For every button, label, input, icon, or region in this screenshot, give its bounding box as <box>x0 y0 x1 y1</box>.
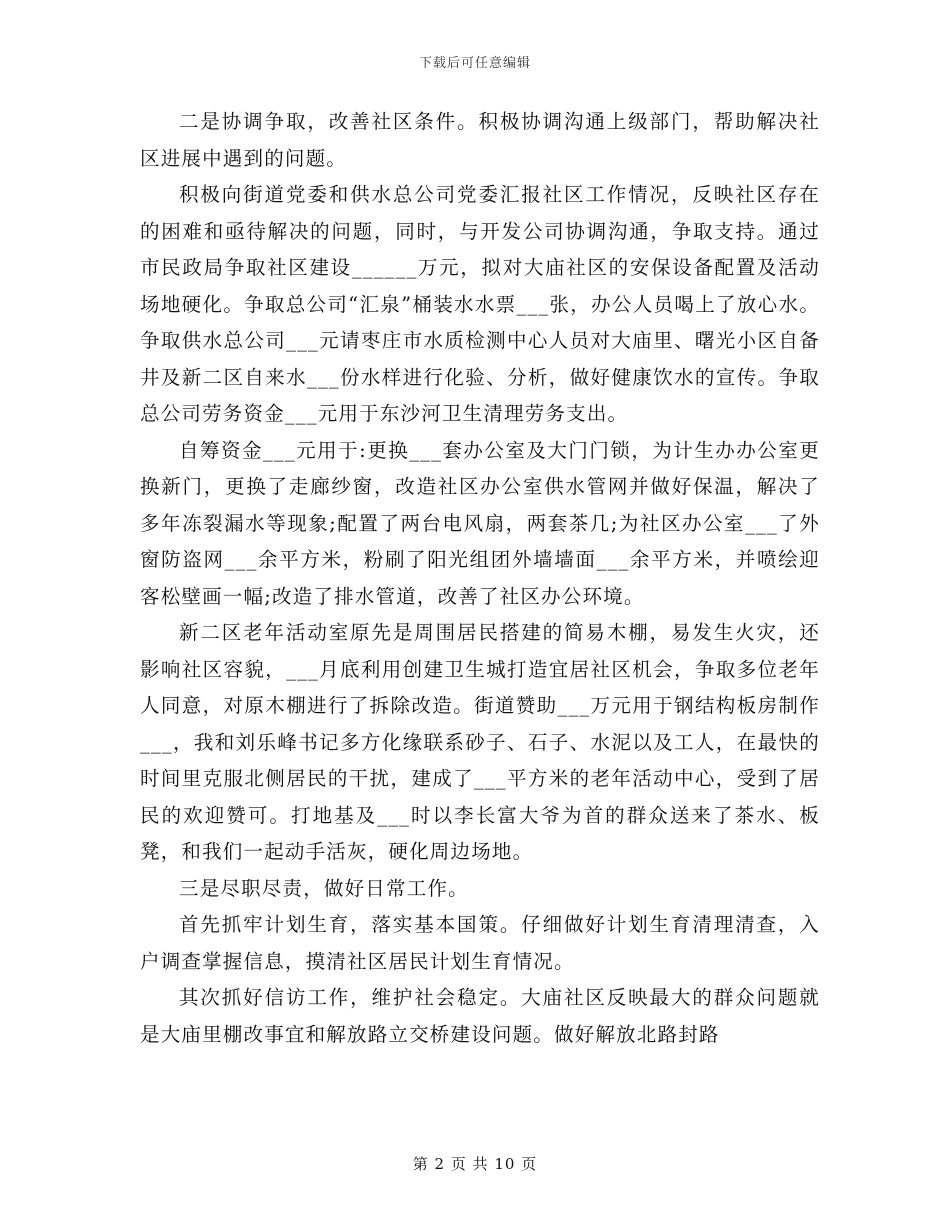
paragraph: 其次抓好信访工作，维护社会稳定。大庙社区反映最大的群众问题就是大庙里棚改事宜和解放路立交桥建设问题。做好解放北路封路 <box>140 986 820 1046</box>
paragraph: 首先抓牢计划生育，落实基本国策。仔细做好计划生育清理清查，入户调查掌握信息，摸清社区居民计划生育情况。 <box>140 913 820 973</box>
document-body <box>140 104 820 1053</box>
paragraph: 自筹资金___元用于:更换___套办公室及大门门锁，为计生办办公室更换新门，更换了走廊纱窗，改造社区办公室供水管网并做好保温，解决了多年冻裂漏水等现象;配置了两台电风扇，两套茶几;为社区办公室___了外窗防盗网___余平方米，粉刷了阳光组团外墙墙面___余平方米，并喷绘迎客松壁画一幅;改造了排水管道，改善了社区办公环境。 <box>140 438 820 608</box>
page-header-note: 下载后可任意编辑 <box>418 56 531 71</box>
paragraph: 三是尽职尽责，做好日常工作。 <box>179 876 469 900</box>
paragraph: 二是协调争取，改善社区条件。积极协调沟通上级部门，帮助解决社区进展中遇到的问题。 <box>140 110 820 170</box>
page-number-footer: 第 2 页 共 10 页 <box>412 1155 538 1173</box>
paragraph: 积极向街道党委和供水总公司党委汇报社区工作情况，反映社区存在的困难和亟待解决的问题，同时，与开发公司协调沟通，争取支持。通过市民政局争取社区建设______万元，拟对大庙社区的安保设备配置及活动场地硬化。争取总公司“汇泉”桶装水水票___张，办公人员喝上了放心水。争取供水总公司___元请枣庄市水质检测中心人员对大庙里、曙光小区自备井及新二区自来水___份水样进行化验、分析，做好健康饮水的宣传。争取总公司劳务资金___元用于东沙河卫生清理劳务支出。 <box>140 183 820 425</box>
paragraph: 新二区老年活动室原先是周围居民搭建的简易木棚，易发生火灾，还影响社区容貌，___月底利用创建卫生城打造宜居社区机会，争取多位老年人同意，对原木棚进行了拆除改造。街道赞助___万元用于钢结构板房制作___，我和刘乐峰书记多方化缘联系砂子、石子、水泥以及工人，在最快的时间里克服北侧居民的干扰，建成了___平方米的老年活动中心，受到了居民的欢迎赞可。打地基及___时以李长富大爷为首的群众送来了茶水、板凳，和我们一起动手活灰，硬化周边场地。 <box>140 621 820 863</box>
